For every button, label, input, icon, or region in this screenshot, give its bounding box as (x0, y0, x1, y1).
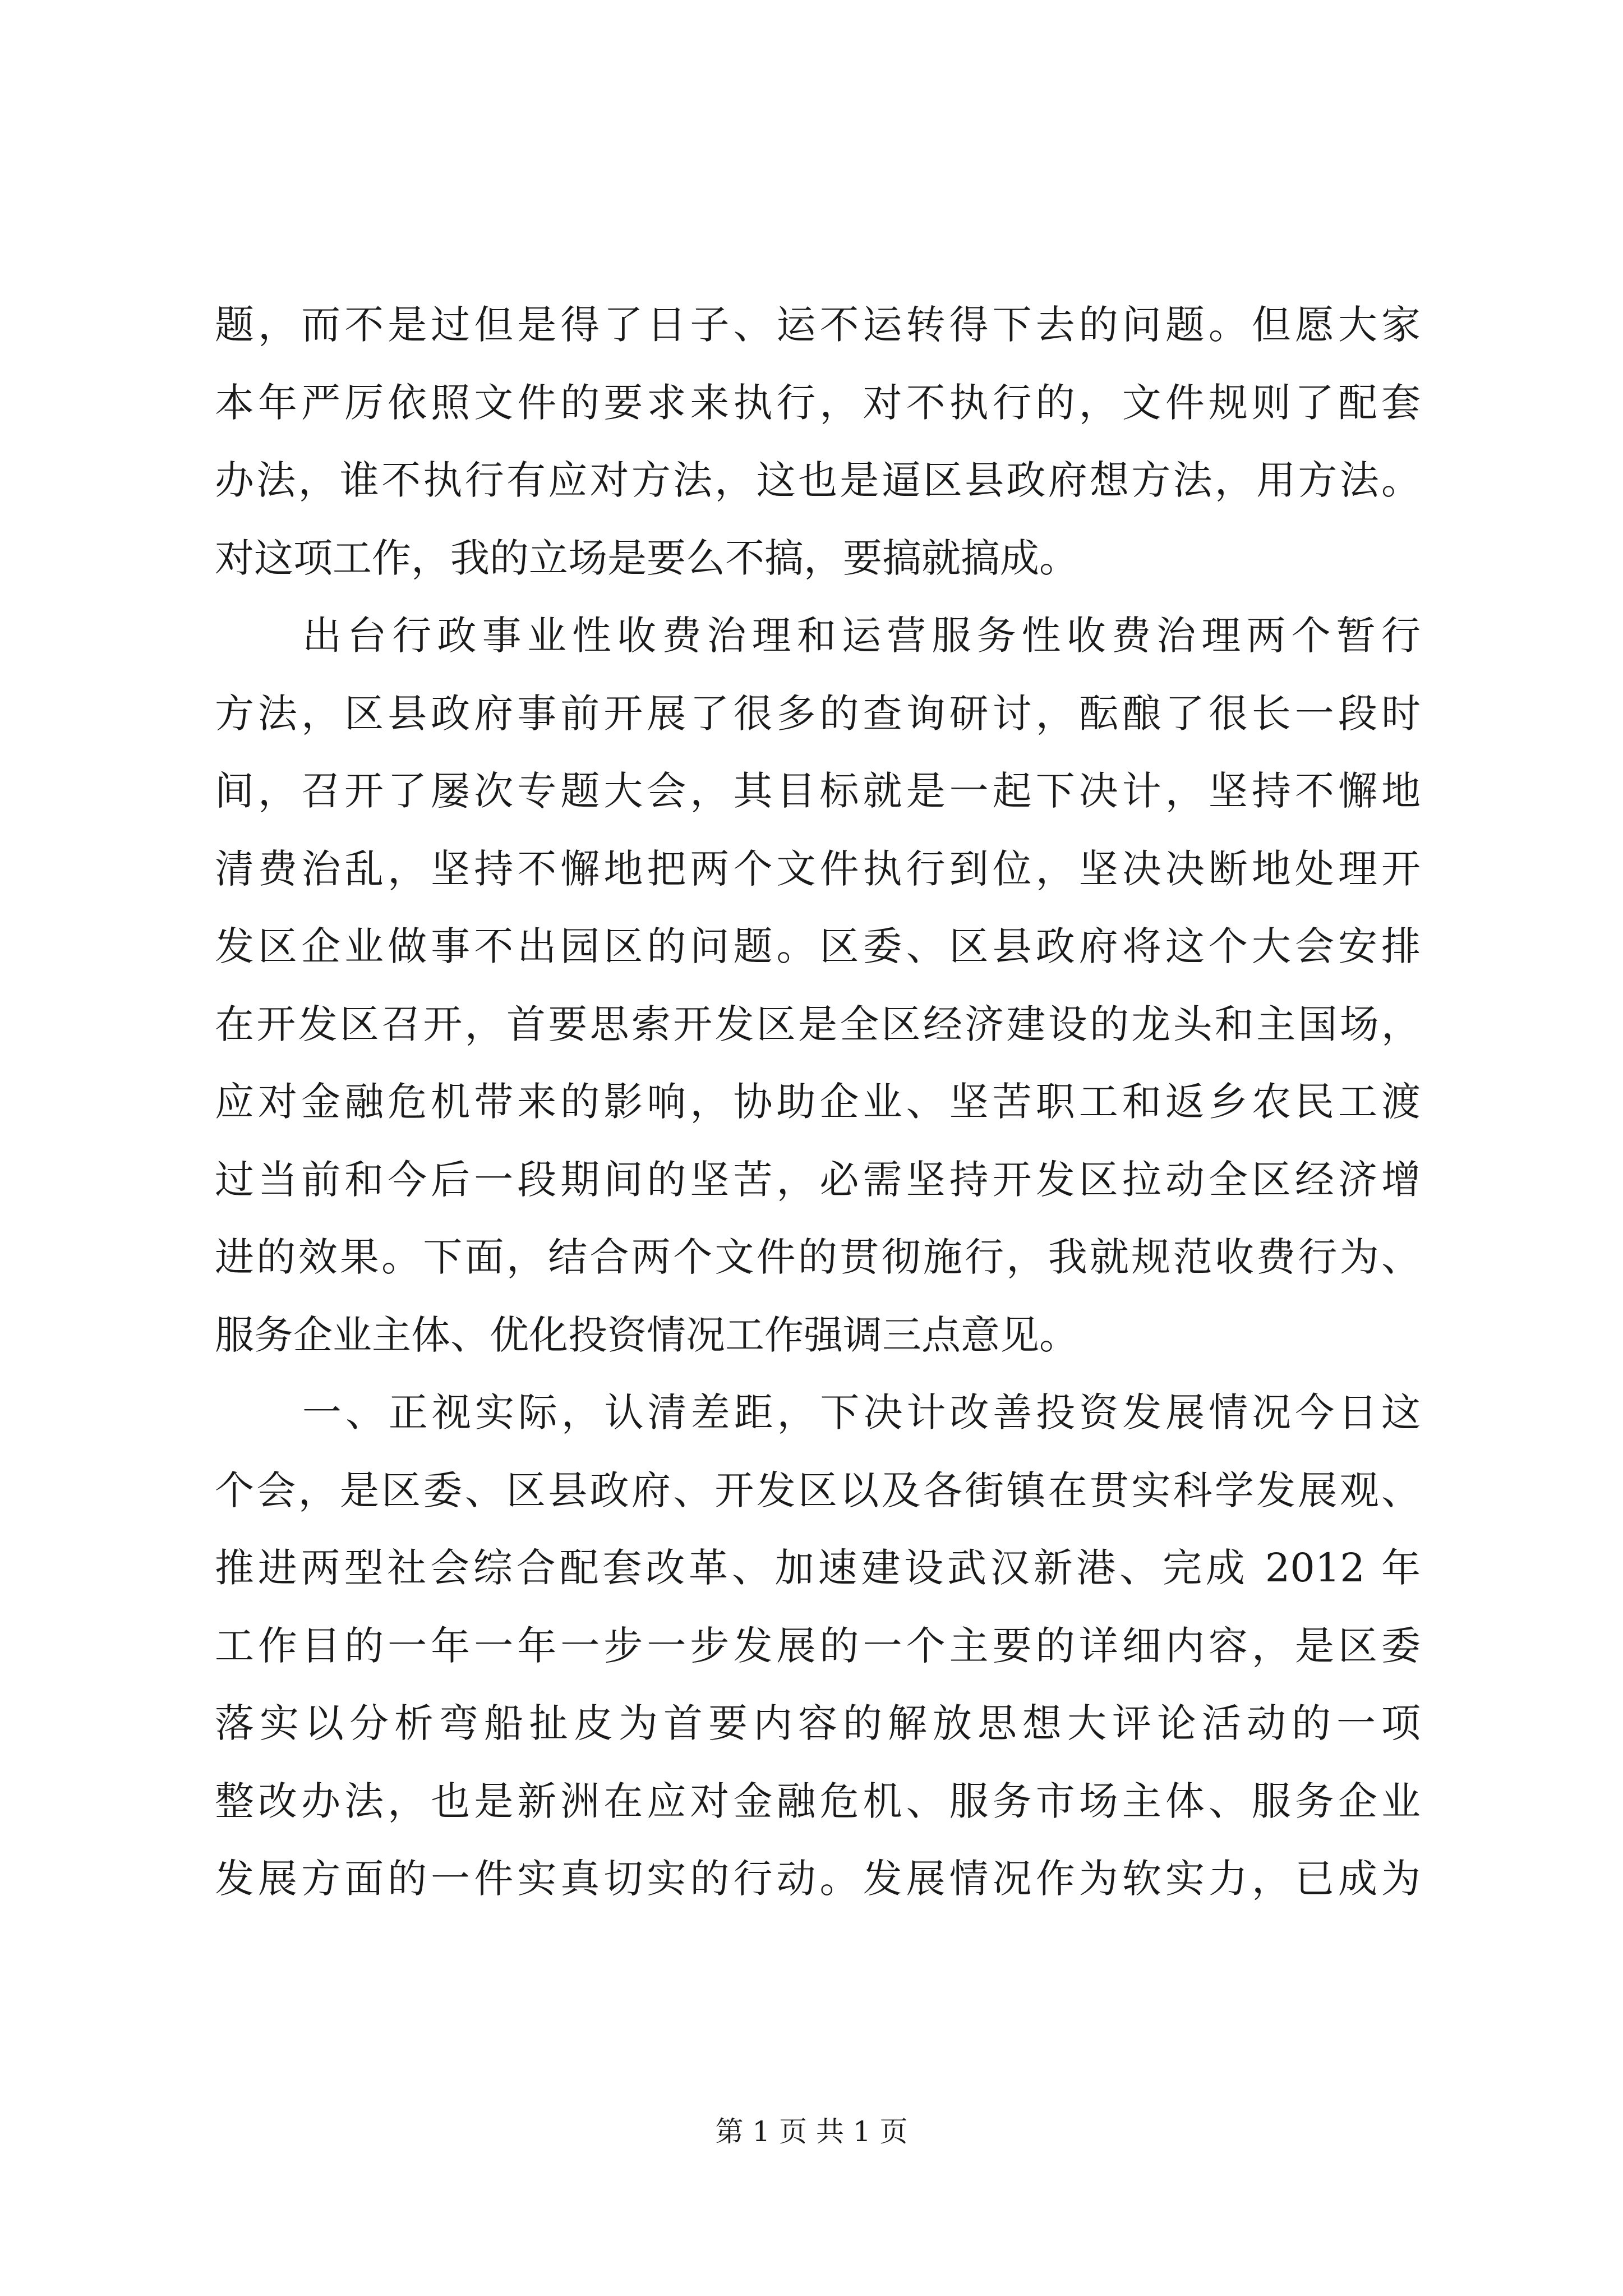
paragraph-first-line: 出台行政事业性收费治理和运营服务性收费治理两个暂行 (302, 613, 1421, 659)
text-line: 间，召开了屡次专题大会，其目标就是一起下决计，坚持不懈地 (215, 768, 1421, 814)
text-line: 整改办法，也是新洲在应对金融危机、服务市场主体、服务企业 (215, 1778, 1421, 1824)
text-line: 过当前和今后一段期间的坚苦，必需坚持开发区拉动全区经济增 (215, 1156, 1421, 1203)
text-line: 进的效果。下面，结合两个文件的贯彻施行，我就规范收费行为、 (215, 1234, 1421, 1280)
text-line: 本年严厉依照文件的要求来执行，对不执行的，文件规则了配套 (215, 379, 1421, 426)
text-line: 应对金融危机带来的影响，协助企业、坚苦职工和返乡农民工渡 (215, 1079, 1421, 1125)
text-line: 对这项工作，我的立场是要么不搞，要搞就搞成。 (215, 535, 1078, 581)
page-footer (0, 2109, 1623, 2150)
text-line: 办法，谁不执行有应对方法，这也是逼区县政府想方法，用方法。 (215, 457, 1421, 503)
text-line: 发区企业做事不出园区的问题。区委、区县政府将这个大会安排 (215, 923, 1421, 969)
text-line: 工作目的一年一年一步一步发展的一个主要的详细内容，是区委 (215, 1622, 1421, 1669)
page-number-label: 第 1 页 共 1 页 (715, 2115, 908, 2148)
text-line: 题，而不是过但是得了日子、运不运转得下去的问题。但愿大家 (215, 302, 1421, 348)
text-line: 清费治乱，坚持不懈地把两个文件执行到位，坚决决断地处理开 (215, 845, 1421, 892)
text-line: 落实以分析弯船扯皮为首要内容的解放思想大评论活动的一项 (215, 1700, 1421, 1746)
text-line: 方法，区县政府事前开展了很多的查询研讨，酝酿了很长一段时 (215, 690, 1421, 737)
text-line: 在开发区召开，首要思索开发区是全区经济建设的龙头和主国场， (215, 1001, 1421, 1047)
body-text (215, 286, 1421, 1918)
text-line: 发展方面的一件实真切实的行动。发展情况作为软实力，已成为 (215, 1856, 1421, 1902)
text-line: 服务企业主体、优化投资情况工作强调三点意见。 (215, 1312, 1078, 1358)
text-line: 个会，是区委、区县政府、开发区以及各街镇在贯实科学发展观、 (215, 1467, 1421, 1513)
text-line: 推进两型社会综合配套改革、加速建设武汉新港、完成 2012 年 (215, 1545, 1421, 1591)
paragraph-first-line: 一、正视实际，认清差距，下决计改善投资发展情况今日这 (302, 1389, 1421, 1435)
